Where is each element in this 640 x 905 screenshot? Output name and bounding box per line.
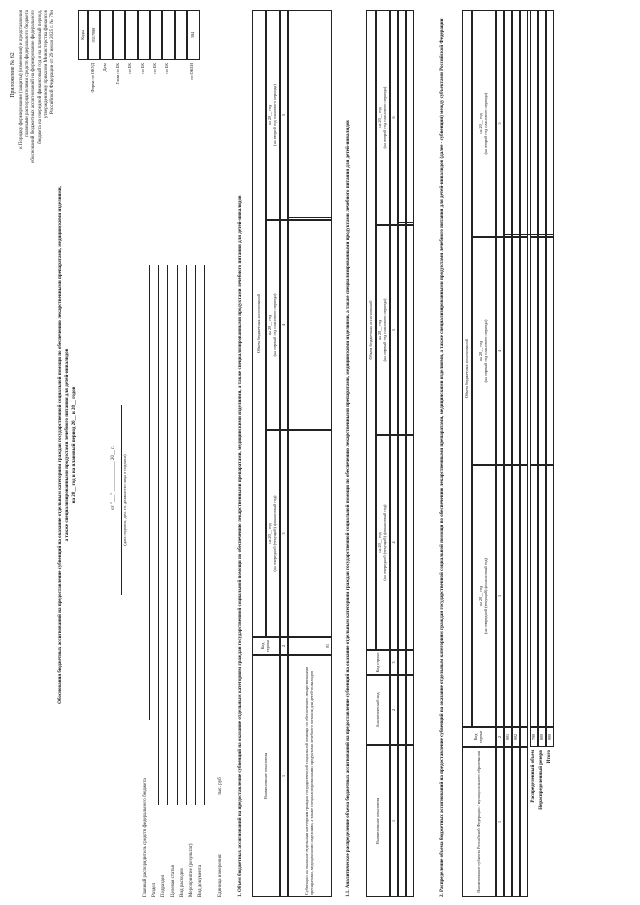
s2-summary-code: 900 xyxy=(546,727,554,747)
s1-name-header: Наименование показателя xyxy=(252,655,280,897)
s1-highlight-cell xyxy=(288,10,332,218)
year-sublabel: (на очередной (текущий) финансовый год) xyxy=(483,558,488,634)
header-field-line xyxy=(149,265,150,720)
header-field-label: Подраздел xyxy=(161,874,167,897)
s2-summary-label: Итого xyxy=(547,750,552,764)
s2-summary-label: Нераспределенный резерв xyxy=(539,750,544,810)
s2-row-value xyxy=(504,465,512,727)
s11-col-number: 6 xyxy=(390,10,398,225)
codes-header: Коды xyxy=(78,10,88,60)
header-field-label: Главный распорядитель средств федерального бюджета xyxy=(143,778,148,897)
s2-year-header xyxy=(472,465,496,727)
year-sublabel: (на второй год планового периода) xyxy=(272,84,277,146)
s2-code-header: Код строки xyxy=(462,727,496,747)
codes-row-label: Дата xyxy=(102,63,108,72)
year-label: на 20__ год xyxy=(267,104,273,126)
s2-col-number: 5 xyxy=(496,10,504,237)
s2-summary-code: 800 xyxy=(538,727,546,747)
appendix-line: к Порядку формирования (защиты) (изменения) и представления xyxy=(19,10,24,149)
codes-row-value xyxy=(100,10,112,60)
s2-summary-label: Распределенный объем xyxy=(531,750,536,803)
s1-row-value xyxy=(288,430,332,637)
s2-summary-code: 700 xyxy=(530,727,538,747)
header-field-line xyxy=(158,265,159,805)
codes-row-value: 0317088 xyxy=(88,10,100,60)
year-sublabel: (на второй год планового периода) xyxy=(483,92,488,155)
appendix-line: бюджета на очередной финансовый год и на плановый период, xyxy=(37,10,43,144)
s11-name-header: Наименование показателя xyxy=(366,745,390,897)
header-field-label: Раздел xyxy=(152,882,158,897)
s11-col-number: 1 xyxy=(390,745,398,897)
s2-row-name xyxy=(504,747,512,897)
s11-empty-cell xyxy=(406,435,414,650)
s2-highlight-cell xyxy=(504,10,554,235)
s11-empty-cell xyxy=(398,675,406,745)
units-label: Единица измерения: xyxy=(218,853,223,897)
codes-row-value xyxy=(138,10,150,60)
appendix-line: главными распорядителями средств федерального бюджета xyxy=(25,10,31,138)
s2-empty-cell xyxy=(520,237,528,465)
s11-col-number: 2 xyxy=(390,675,398,745)
s1-row-code: 01 xyxy=(288,637,332,655)
year-label: на 20__ год xyxy=(478,585,484,607)
s11-empty-cell xyxy=(406,650,414,675)
s2-row-name xyxy=(512,747,520,897)
s11-empty-cell xyxy=(406,225,414,435)
appendix-line: обоснований бюджетных ассигнований на формирование федерального xyxy=(31,10,37,164)
s11-col-number: 3 xyxy=(390,650,398,675)
header-field-label: Мероприятие (результат) xyxy=(189,843,194,897)
codes-row-label: по ОКЕИ xyxy=(189,63,195,80)
s2-name-header: Наименование субъекта Российской Федерации / муниципального образования xyxy=(462,747,496,897)
codes-row-label: по БК xyxy=(152,63,157,74)
header-field-label: Целевая статья xyxy=(170,865,176,897)
s1-group-header: Объем бюджетных ассигнований xyxy=(252,10,266,637)
year-label: на 20__ год xyxy=(377,532,383,553)
s2-row-code: 001 xyxy=(504,727,512,747)
codes-row-value: 384 xyxy=(187,10,199,60)
year-label: на 20__ год xyxy=(377,107,383,128)
document-title-line: Обоснования бюджетных ассигнований на предоставление субвенций на оказание отдельным категориям граждан государственной социальной помощи по обеспечению лекарственными препаратами, медицинскими изделиями, xyxy=(58,186,63,704)
s2-row-value xyxy=(512,237,520,465)
codes-row-value xyxy=(162,10,174,60)
codes-row-value xyxy=(125,10,137,60)
s11-analytic-header: Аналитический код xyxy=(366,675,390,745)
s1-row-value xyxy=(288,220,332,430)
header-field-line xyxy=(167,265,168,805)
codes-row-label: по БК xyxy=(164,63,170,74)
s2-summary-value xyxy=(530,465,538,727)
s2-empty-cell xyxy=(520,747,528,897)
header-field-label: Вид расходов xyxy=(179,868,185,897)
header-field-line xyxy=(204,265,205,805)
s2-row-value xyxy=(504,237,512,465)
header-field-line xyxy=(186,265,187,805)
year-sublabel: (на очередной (текущий) финансовый год) xyxy=(382,504,387,581)
header-field-line xyxy=(195,265,196,805)
s11-group-header: Объем бюджетных ассигнований xyxy=(366,10,376,650)
s2-col-number: 3 xyxy=(496,465,504,727)
section11-title: 1.1. Аналитическое распределение объема бюджетных ассигнований на предоставление субвенций на оказание отдельным категориям граждан государственной социальной помощи по обеспечению лекарственными препаратами, медицинскими изделиями, а также специализированными продуктами лечебного питания для детей-инвалидов xyxy=(346,120,351,897)
s2-row-value xyxy=(512,465,520,727)
year-label: на 20__ год xyxy=(377,319,383,341)
year-sublabel: (на первый год планового периода) xyxy=(483,319,488,383)
year-label: на 20__ год xyxy=(267,523,273,544)
s1-year-header xyxy=(266,430,280,637)
s2-year-header xyxy=(472,10,496,237)
section2-title: 2. Распределение объема бюджетных ассигнований на предоставление субвенций на оказание отдельным категориям граждан государственной социальной помощи по обеспечению лекарственными препаратами, медицинскими изделиями, а также специализированными продуктами лечебного питания для детей-инвалидов (далее - субвенции) между субъектами Российской Федерации xyxy=(440,18,445,897)
appendix-line: утвержденному приказом Министерства финансов xyxy=(43,10,49,119)
s2-summary-value xyxy=(538,465,546,727)
s1-year-header xyxy=(266,220,280,430)
s11-empty-cell xyxy=(398,435,406,650)
s2-col-number: 2 xyxy=(496,727,504,747)
appendix-title: Приложение № 62 xyxy=(10,52,16,98)
s11-empty-cell xyxy=(398,650,406,675)
document-title-line: на 20__ год и на плановый период 20__ и 20__ годов xyxy=(72,386,77,504)
codes-row-value xyxy=(150,10,162,60)
s11-empty-cell xyxy=(398,745,406,897)
year-sublabel: (на очередной (текущий) финансовый год) xyxy=(272,495,277,572)
codes-row-value xyxy=(175,10,187,60)
s11-empty-cell xyxy=(406,675,414,745)
section1-title: 1. Объем бюджетных ассигнований на предоставление субвенций на оказание отдельным категориям граждан государственной социальной помощи по обеспечению лекарственными препаратами, медицинскими изделиями, а также специализированными продуктами лечебного питания для детей-инвалидов xyxy=(238,195,243,897)
s1-col-number: 4 xyxy=(280,220,288,430)
year-sublabel: (на первый год планового периода) xyxy=(382,298,387,362)
s2-empty-cell xyxy=(520,465,528,727)
year-sublabel: (на второй год планового периода) xyxy=(382,86,387,149)
s1-code-header: Код строки xyxy=(252,637,280,655)
s2-row-code: 002 xyxy=(512,727,520,747)
s11-year-header xyxy=(376,225,390,435)
s2-summary-value xyxy=(530,237,538,465)
s1-col-number: 5 xyxy=(280,10,288,220)
s1-col-number: 3 xyxy=(280,430,288,637)
s11-empty-cell xyxy=(406,745,414,897)
header-field-line xyxy=(177,265,178,805)
s1-year-header xyxy=(266,10,280,220)
codes-row-value xyxy=(113,10,125,60)
s1-row-label: Субвенции на оказание отдельным категориям граждан государственной социальной помощи по обеспечению лекарственными препаратами, медицинскими изделиями, а также специализированными продуктами лечебного питания для детей-инвалидов xyxy=(288,655,332,897)
s11-year-header xyxy=(376,10,390,225)
s1-col-number: 1 xyxy=(280,655,288,897)
codes-row-label: Глава по БК xyxy=(114,63,120,85)
year-label: на 20__ год xyxy=(478,113,484,134)
s11-col-number: 4 xyxy=(390,435,398,650)
year-label: на 20__ год xyxy=(478,340,484,362)
s2-empty-cell xyxy=(520,727,528,747)
s1-col-number: 2 xyxy=(280,637,288,655)
year-label: на 20__ год xyxy=(267,314,273,336)
s2-summary-value xyxy=(546,237,554,465)
appendix-line: Российской Федерации от 29 июля 2025 г. № 79н xyxy=(50,10,55,115)
s11-empty-cell xyxy=(398,225,406,435)
s11-highlight-cell xyxy=(398,10,414,223)
codes-row-label: по БК xyxy=(139,63,145,74)
date-caption: (дата подписи, ден. сп. должности лица о подписи) xyxy=(122,454,127,546)
s11-code-header: Код строки xyxy=(366,650,390,675)
header-field-label: Вид документа xyxy=(198,864,204,897)
year-sublabel: (на первый год планового периода) xyxy=(272,293,277,357)
s2-year-header xyxy=(472,237,496,465)
s2-col-number: 4 xyxy=(496,237,504,465)
s2-summary-value xyxy=(546,465,554,727)
codes-row-label: Форма по ОКУД xyxy=(90,63,95,93)
s11-col-number: 5 xyxy=(390,225,398,435)
s2-group-header: Объем бюджетных ассигнований xyxy=(462,10,472,727)
s2-col-number: 1 xyxy=(496,747,504,897)
date-line: от "___" ____________ 20__ г. xyxy=(111,446,116,510)
codes-row-label: по БК xyxy=(127,63,133,74)
document-title-line: а также специализированными продуктами лечебного питания для детей-инвалидов xyxy=(65,348,70,542)
s2-summary-value xyxy=(538,237,546,465)
units-value: тыс. руб xyxy=(218,777,223,795)
s11-year-header xyxy=(376,435,390,650)
